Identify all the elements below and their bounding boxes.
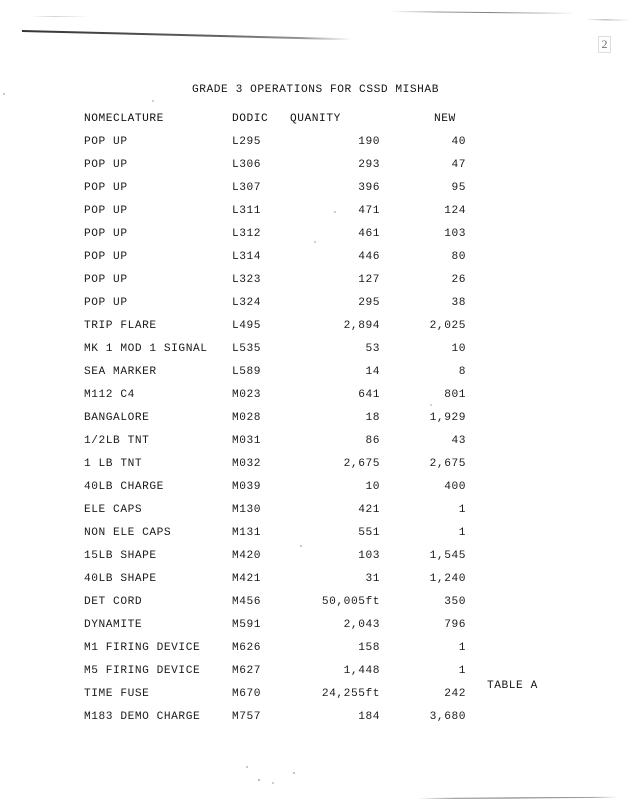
cell-new: 1,545 (429, 550, 466, 562)
cell-dodic: M627 (232, 665, 262, 677)
cell-dodic: M028 (232, 412, 262, 424)
cell-nomenclature: DYNAMITE (84, 619, 143, 631)
cell-new: 80 (451, 251, 466, 263)
cell-new: 1,929 (429, 412, 466, 424)
cell-quantity: 396 (358, 182, 380, 194)
cell-new: 801 (444, 389, 466, 401)
cell-quantity: 293 (358, 159, 380, 171)
table-row (0, 251, 634, 274)
table-row (0, 412, 634, 435)
table-row (0, 320, 634, 343)
table-row (0, 435, 634, 458)
cell-new: 242 (444, 688, 466, 700)
cell-quantity: 1,448 (343, 665, 380, 677)
table-row (0, 688, 634, 711)
table-row (0, 228, 634, 251)
cell-quantity: 53 (365, 343, 380, 355)
cell-quantity: 18 (365, 412, 380, 424)
cell-quantity: 461 (358, 228, 380, 240)
cell-new: 1 (458, 642, 466, 654)
cell-quantity: 14 (365, 366, 380, 378)
cell-nomenclature: POP UP (84, 228, 128, 240)
scan-speck (272, 782, 274, 784)
table-row (0, 711, 634, 734)
cell-nomenclature: DET CORD (84, 596, 143, 608)
cell-nomenclature: ELE CAPS (84, 504, 143, 516)
cell-quantity: 2,894 (343, 320, 380, 332)
cell-dodic: M670 (232, 688, 262, 700)
cell-dodic: L295 (232, 136, 262, 148)
cell-new: 40 (451, 136, 466, 148)
table-row (0, 573, 634, 596)
scan-speck (258, 779, 260, 781)
cell-dodic: L312 (232, 228, 262, 240)
scan-streak-top-left (22, 30, 352, 40)
cell-nomenclature: SEA MARKER (84, 366, 157, 378)
table-row (0, 343, 634, 366)
cell-quantity: 641 (358, 389, 380, 401)
cell-nomenclature: 40LB SHAPE (84, 573, 157, 585)
cell-new: 1 (458, 665, 466, 677)
cell-nomenclature: 1/2LB TNT (84, 435, 150, 447)
cell-quantity: 24,255ft (321, 688, 380, 700)
cell-nomenclature: TIME FUSE (84, 688, 150, 700)
cell-new: 2,675 (429, 458, 466, 470)
cell-nomenclature: POP UP (84, 205, 128, 217)
cell-nomenclature: POP UP (84, 274, 128, 286)
cell-dodic: M032 (232, 458, 262, 470)
cell-dodic: L324 (232, 297, 262, 309)
cell-quantity: 86 (365, 435, 380, 447)
cell-new: 10 (451, 343, 466, 355)
cell-new: 26 (451, 274, 466, 286)
cell-nomenclature: MK 1 MOD 1 SIGNAL (84, 343, 208, 355)
page-number-stamp: 2 (598, 36, 611, 53)
table-row (0, 366, 634, 389)
cell-quantity: 10 (365, 481, 380, 493)
table-row (0, 274, 634, 297)
cell-nomenclature: M5 FIRING DEVICE (84, 665, 201, 677)
cell-new: 8 (458, 366, 466, 378)
table-row (0, 504, 634, 527)
cell-nomenclature: 15LB SHAPE (84, 550, 157, 562)
cell-dodic: M131 (232, 527, 262, 539)
cell-new: 38 (451, 297, 466, 309)
scan-streak-top-left-faint (30, 16, 90, 17)
cell-dodic: M757 (232, 711, 262, 723)
cell-dodic: L495 (232, 320, 262, 332)
scan-streak-top-far-right (586, 19, 630, 21)
cell-nomenclature: POP UP (84, 297, 128, 309)
cell-dodic: M456 (232, 596, 262, 608)
table-row (0, 642, 634, 665)
scan-speck (246, 766, 248, 768)
cell-quantity: 184 (358, 711, 380, 723)
table-row (0, 481, 634, 504)
table-row (0, 619, 634, 642)
cell-dodic: M023 (232, 389, 262, 401)
cell-dodic: L589 (232, 366, 262, 378)
cell-dodic: M626 (232, 642, 262, 654)
table-row (0, 458, 634, 481)
cell-dodic: M591 (232, 619, 262, 631)
cell-quantity: 190 (358, 136, 380, 148)
cell-new: 1 (458, 527, 466, 539)
table-row (0, 205, 634, 228)
column-header-new: NEW (434, 113, 456, 125)
table-row (0, 527, 634, 550)
cell-new: 400 (444, 481, 466, 493)
table-row (0, 596, 634, 619)
cell-nomenclature: POP UP (84, 136, 128, 148)
cell-new: 47 (451, 159, 466, 171)
scan-speck (293, 772, 295, 774)
cell-quantity: 471 (358, 205, 380, 217)
table-row (0, 665, 634, 688)
cell-dodic: M421 (232, 573, 262, 585)
table-header-row (0, 113, 634, 136)
cell-nomenclature: M1 FIRING DEVICE (84, 642, 201, 654)
cell-dodic: M130 (232, 504, 262, 516)
cell-new: 1 (458, 504, 466, 516)
cell-nomenclature: BANGALORE (84, 412, 150, 424)
cell-quantity: 2,675 (343, 458, 380, 470)
page-title: GRADE 3 OPERATIONS FOR CSSD MISHAB (192, 84, 439, 96)
cell-nomenclature: 1 LB TNT (84, 458, 143, 470)
cell-quantity: 2,043 (343, 619, 380, 631)
cell-quantity: 31 (365, 573, 380, 585)
scan-streak-top-right (390, 11, 575, 14)
cell-dodic: L307 (232, 182, 262, 194)
table-row (0, 182, 634, 205)
cell-new: 2,025 (429, 320, 466, 332)
cell-new: 3,680 (429, 711, 466, 723)
column-header-nomenclature: NOMECLATURE (84, 113, 164, 125)
cell-nomenclature: M183 DEMO CHARGE (84, 711, 201, 723)
cell-dodic: L311 (232, 205, 262, 217)
cell-dodic: L535 (232, 343, 262, 355)
cell-quantity: 50,005ft (321, 596, 380, 608)
cell-quantity: 295 (358, 297, 380, 309)
scan-speck (152, 100, 154, 102)
cell-quantity: 127 (358, 274, 380, 286)
cell-quantity: 551 (358, 527, 380, 539)
column-header-dodic: DODIC (232, 113, 269, 125)
cell-nomenclature: TRIP FLARE (84, 320, 157, 332)
table-row (0, 159, 634, 182)
cell-new: 1,240 (429, 573, 466, 585)
cell-dodic: M039 (232, 481, 262, 493)
cell-new: 350 (444, 596, 466, 608)
cell-new: 796 (444, 619, 466, 631)
cell-nomenclature: M112 C4 (84, 389, 135, 401)
cell-new: 43 (451, 435, 466, 447)
cell-quantity: 103 (358, 550, 380, 562)
cell-dodic: M420 (232, 550, 262, 562)
cell-new: 103 (444, 228, 466, 240)
cell-nomenclature: NON ELE CAPS (84, 527, 172, 539)
table-caption: TABLE A (487, 680, 538, 692)
cell-dodic: L314 (232, 251, 262, 263)
cell-nomenclature: 40LB CHARGE (84, 481, 164, 493)
column-header-quantity: QUANITY (290, 113, 341, 125)
cell-new: 124 (444, 205, 466, 217)
cell-dodic: M031 (232, 435, 262, 447)
cell-nomenclature: POP UP (84, 182, 128, 194)
scan-speck (3, 93, 5, 95)
table-row (0, 550, 634, 573)
cell-quantity: 446 (358, 251, 380, 263)
cell-dodic: L323 (232, 274, 262, 286)
cell-nomenclature: POP UP (84, 159, 128, 171)
scan-streak-bottom-right (418, 797, 618, 799)
table-row (0, 297, 634, 320)
cell-quantity: 158 (358, 642, 380, 654)
table-row (0, 389, 634, 412)
cell-nomenclature: POP UP (84, 251, 128, 263)
table-row (0, 136, 634, 159)
cell-quantity: 421 (358, 504, 380, 516)
cell-dodic: L306 (232, 159, 262, 171)
cell-new: 95 (451, 182, 466, 194)
